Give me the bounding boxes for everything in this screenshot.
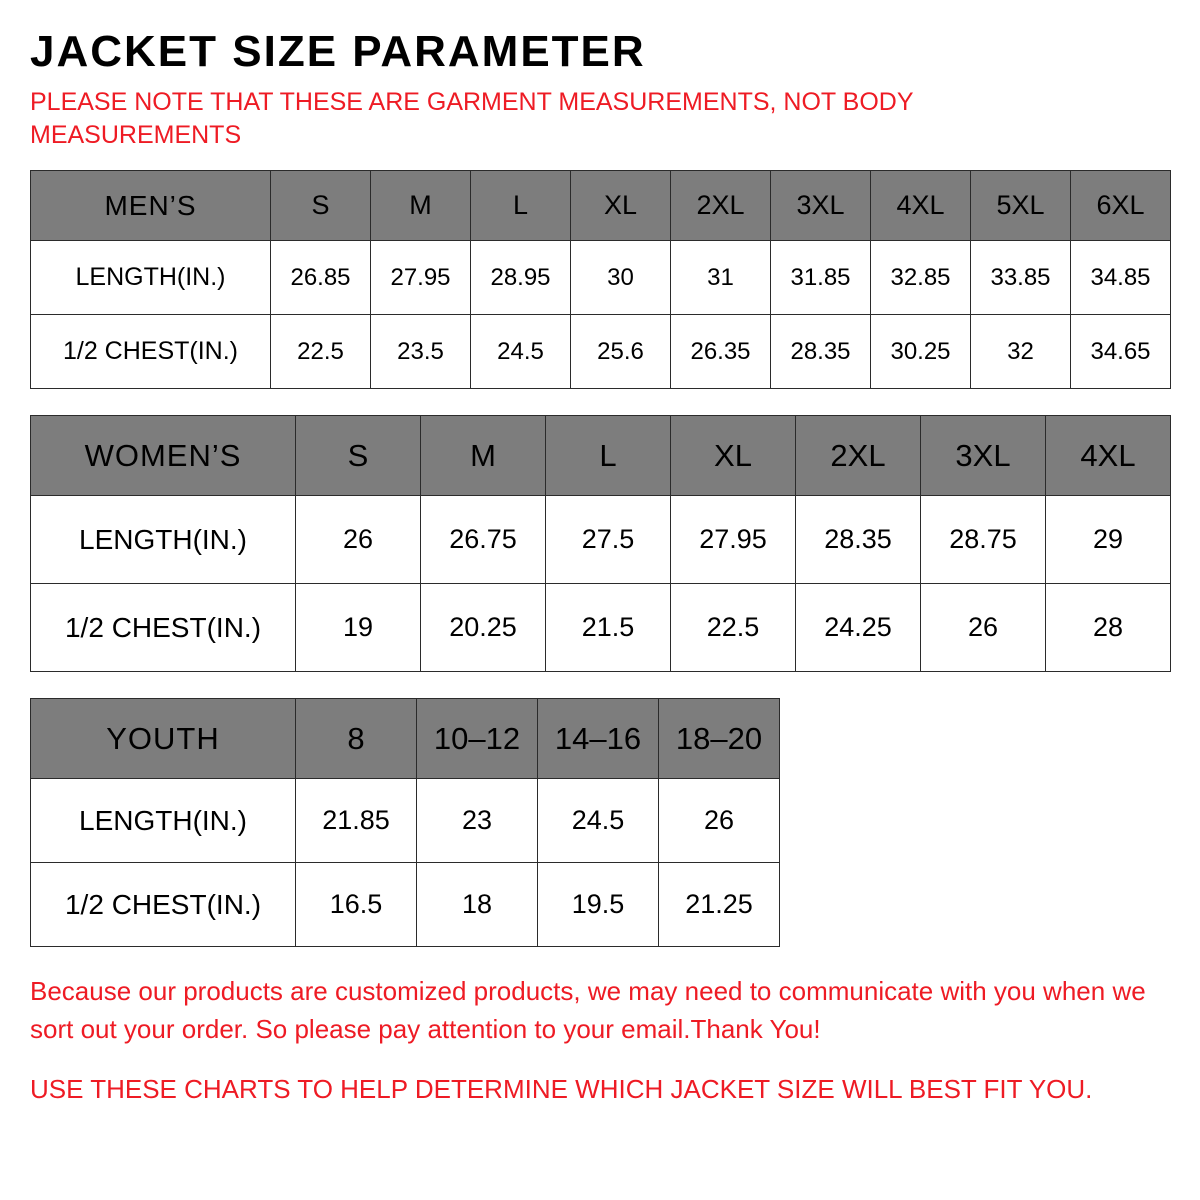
mens-measurement-value: 27.95 <box>371 241 471 315</box>
womens-size-header: L <box>546 416 671 496</box>
mens-size-header: M <box>371 171 471 241</box>
womens-measurement-value: 29 <box>1046 496 1171 584</box>
youth-measurement-value: 18 <box>417 863 538 947</box>
mens-measurement-value: 31 <box>671 241 771 315</box>
mens-measurement-label: LENGTH(IN.) <box>31 241 271 315</box>
mens-measurement-value: 25.6 <box>571 315 671 389</box>
womens-measurement-value: 27.5 <box>546 496 671 584</box>
table-row <box>31 863 780 947</box>
womens-measurement-value: 24.25 <box>796 584 921 672</box>
mens-measurement-value: 33.85 <box>971 241 1071 315</box>
womens-table-label: WOMEN’S <box>31 416 296 496</box>
youth-measurement-value: 24.5 <box>538 779 659 863</box>
youth-measurement-value: 16.5 <box>296 863 417 947</box>
youth-size-table <box>30 698 780 947</box>
womens-measurement-value: 26 <box>921 584 1046 672</box>
mens-measurement-value: 32 <box>971 315 1071 389</box>
womens-measurement-value: 27.95 <box>671 496 796 584</box>
mens-size-header: L <box>471 171 571 241</box>
mens-measurement-value: 28.95 <box>471 241 571 315</box>
mens-measurement-value: 30.25 <box>871 315 971 389</box>
youth-measurement-label: LENGTH(IN.) <box>31 779 296 863</box>
youth-measurement-value: 23 <box>417 779 538 863</box>
womens-measurement-value: 28.75 <box>921 496 1046 584</box>
womens-measurement-value: 26.75 <box>421 496 546 584</box>
womens-size-header: 3XL <box>921 416 1046 496</box>
youth-size-header: 14–16 <box>538 699 659 779</box>
youth-size-header: 8 <box>296 699 417 779</box>
mens-size-header: XL <box>571 171 671 241</box>
womens-header-row <box>31 416 1171 496</box>
mens-measurement-value: 23.5 <box>371 315 471 389</box>
mens-size-header: S <box>271 171 371 241</box>
womens-measurement-label: LENGTH(IN.) <box>31 496 296 584</box>
youth-size-header: 18–20 <box>659 699 780 779</box>
table-row <box>31 584 1171 672</box>
womens-size-header: 2XL <box>796 416 921 496</box>
mens-measurement-value: 31.85 <box>771 241 871 315</box>
footer-note-customization: Because our products are customized products, we may need to communicate with you when we sort out your order. So please pay attention to your email.Thank You! <box>30 976 1146 1045</box>
youth-measurement-value: 21.25 <box>659 863 780 947</box>
womens-size-header: 4XL <box>1046 416 1171 496</box>
womens-size-table <box>30 415 1171 672</box>
mens-size-header: 3XL <box>771 171 871 241</box>
youth-size-header: 10–12 <box>417 699 538 779</box>
womens-size-header: S <box>296 416 421 496</box>
womens-measurement-value: 20.25 <box>421 584 546 672</box>
youth-measurement-value: 26 <box>659 779 780 863</box>
mens-measurement-value: 28.35 <box>771 315 871 389</box>
measurement-note: PLEASE NOTE THAT THESE ARE GARMENT MEASUREMENTS, NOT BODY MEASUREMENTS <box>30 88 914 150</box>
mens-table-label: MEN’S <box>31 171 271 241</box>
womens-measurement-label: 1/2 CHEST(IN.) <box>31 584 296 672</box>
table-row <box>31 315 1171 389</box>
mens-measurement-value: 22.5 <box>271 315 371 389</box>
mens-measurement-value: 26.35 <box>671 315 771 389</box>
page-title: JACKET SIZE PARAMETER <box>30 27 646 76</box>
mens-table-body <box>31 171 1171 389</box>
footer-note-usage: USE THESE CHARTS TO HELP DETERMINE WHICH JACKET SIZE WILL BEST FIT YOU. <box>30 1073 1093 1104</box>
youth-table-body <box>31 699 780 947</box>
mens-size-header: 6XL <box>1071 171 1171 241</box>
mens-size-header: 2XL <box>671 171 771 241</box>
womens-measurement-value: 28 <box>1046 584 1171 672</box>
mens-measurement-value: 26.85 <box>271 241 371 315</box>
mens-size-header: 4XL <box>871 171 971 241</box>
womens-measurement-value: 26 <box>296 496 421 584</box>
mens-measurement-value: 34.85 <box>1071 241 1171 315</box>
womens-size-header: M <box>421 416 546 496</box>
mens-size-header: 5XL <box>971 171 1071 241</box>
mens-measurement-label: 1/2 CHEST(IN.) <box>31 315 271 389</box>
mens-measurement-value: 24.5 <box>471 315 571 389</box>
womens-table-body <box>31 416 1171 672</box>
mens-header-row <box>31 171 1171 241</box>
womens-measurement-value: 21.5 <box>546 584 671 672</box>
youth-header-row <box>31 699 780 779</box>
womens-measurement-value: 22.5 <box>671 584 796 672</box>
womens-size-header: XL <box>671 416 796 496</box>
mens-measurement-value: 32.85 <box>871 241 971 315</box>
womens-measurement-value: 28.35 <box>796 496 921 584</box>
table-row <box>31 779 780 863</box>
youth-measurement-value: 21.85 <box>296 779 417 863</box>
youth-table-label: YOUTH <box>31 699 296 779</box>
youth-measurement-label: 1/2 CHEST(IN.) <box>31 863 296 947</box>
mens-measurement-value: 34.65 <box>1071 315 1171 389</box>
mens-measurement-value: 30 <box>571 241 671 315</box>
mens-size-table <box>30 170 1171 389</box>
womens-measurement-value: 19 <box>296 584 421 672</box>
youth-measurement-value: 19.5 <box>538 863 659 947</box>
table-row <box>31 496 1171 584</box>
table-row <box>31 241 1171 315</box>
